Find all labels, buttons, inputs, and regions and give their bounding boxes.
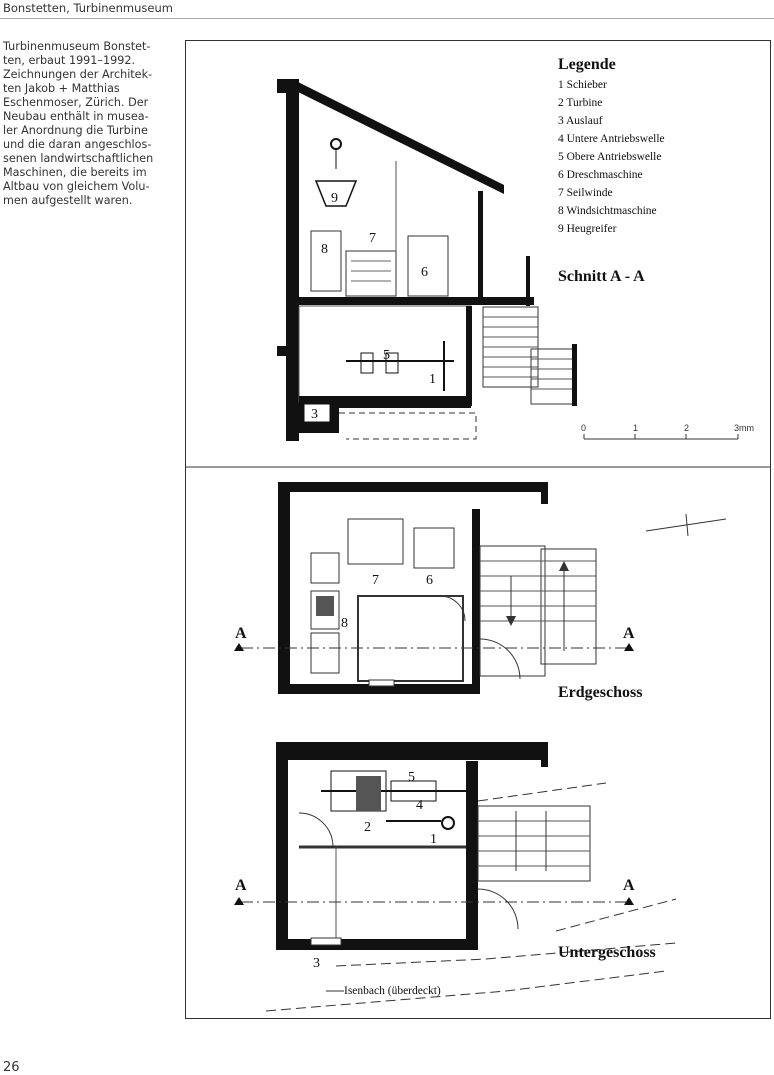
section-drawing xyxy=(277,56,754,441)
caption-line: ler Anordnung die Turbine xyxy=(3,124,148,137)
label-7: 7 xyxy=(372,573,379,588)
label-8: 8 xyxy=(341,616,348,631)
scale-tick: 0 xyxy=(581,423,587,433)
legend-item: 6 Dreschmaschine xyxy=(558,169,643,181)
label-1: 1 xyxy=(429,372,436,387)
ground-floor-plan xyxy=(234,482,726,701)
label-8: 8 xyxy=(321,242,328,257)
basement-plan xyxy=(234,742,676,1011)
architectural-drawings xyxy=(186,41,770,1018)
legend-item: 1 Schieber xyxy=(558,79,607,91)
stream-label: Isenbach (überdeckt) xyxy=(344,985,441,997)
caption-line: Altbau von gleichem Volu- xyxy=(3,180,150,193)
label-5: 5 xyxy=(383,348,390,363)
caption-line: men aufgestellt waren. xyxy=(3,194,133,207)
label-7: 7 xyxy=(369,231,376,246)
ground-floor-title: Erdgeschoss xyxy=(558,684,643,701)
legend-title: Legende xyxy=(558,56,616,73)
legend-item: 2 Turbine xyxy=(558,97,603,109)
figure-caption xyxy=(3,40,173,208)
caption-line: Turbinenmuseum Bonstet- xyxy=(3,40,151,53)
cut-marker-right: A xyxy=(623,877,635,894)
scale-tick: 1 xyxy=(633,423,639,433)
basement-title: Untergeschoss xyxy=(558,944,656,961)
caption-line: ten, erbaut 1991–1992. xyxy=(3,54,136,67)
scale-tick: 2 xyxy=(684,423,690,433)
label-6: 6 xyxy=(426,573,433,588)
caption-line: Zeichnungen der Architek- xyxy=(3,68,153,81)
cut-marker-left: A xyxy=(235,625,247,642)
label-1: 1 xyxy=(430,832,437,847)
label-2: 2 xyxy=(364,820,371,835)
label-5: 5 xyxy=(408,770,415,785)
legend-item: 4 Untere Antriebswelle xyxy=(558,133,665,145)
legend-item: 3 Auslauf xyxy=(558,115,603,127)
caption-line: Neubau enthält in musea- xyxy=(3,110,149,123)
page-header xyxy=(0,0,774,19)
scale-bar xyxy=(581,423,754,439)
legend-item: 9 Heugreifer xyxy=(558,223,617,235)
label-6: 6 xyxy=(421,265,428,280)
caption-line: ten Jakob + Matthias xyxy=(3,82,120,95)
label-3: 3 xyxy=(313,956,320,971)
scale-tick: 3mm xyxy=(734,423,754,433)
legend-item: 5 Obere Antriebswelle xyxy=(558,151,662,163)
header-title: Bonstetten, Turbinenmuseum xyxy=(3,1,173,15)
cut-marker-left: A xyxy=(235,877,247,894)
caption-line: Eschenmoser, Zürich. Der xyxy=(3,96,149,109)
page-number: 26 xyxy=(3,1060,20,1075)
legend-item: 8 Windsichtmaschine xyxy=(558,205,657,217)
caption-line: senen landwirtschaftlichen xyxy=(3,152,154,165)
legend-item: 7 Seilwinde xyxy=(558,187,613,199)
drawing-frame xyxy=(185,40,771,1019)
section-title: Schnitt A - A xyxy=(558,268,645,285)
caption-line: Maschinen, die bereits im xyxy=(3,166,147,179)
label-4: 4 xyxy=(416,798,423,813)
cut-marker-right: A xyxy=(623,625,635,642)
label-9: 9 xyxy=(331,191,338,206)
label-3: 3 xyxy=(311,407,318,422)
caption-line: und die daran angeschlos- xyxy=(3,138,152,151)
